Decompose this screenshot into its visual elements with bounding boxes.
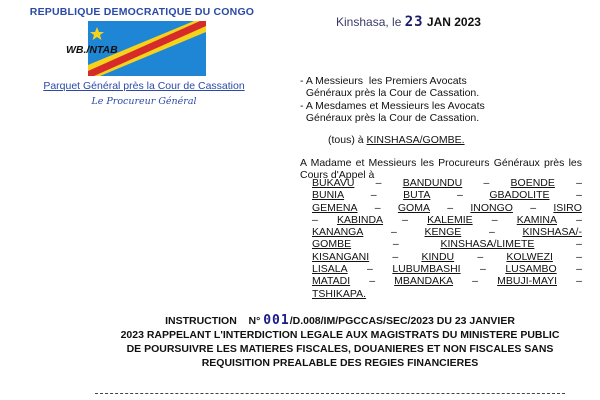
city: GEMENA — [312, 201, 358, 214]
signatory-title: Le Procureur Général — [91, 96, 197, 107]
date-line — [336, 14, 481, 30]
procureurs-intro: A Madame et Messieurs les Procureurs Généraux près les Cours d'Appel à — [300, 157, 582, 181]
city: BUKAVU — [312, 177, 355, 189]
city: TSHIKAPA. — [312, 287, 367, 300]
city: KAMINA — [516, 213, 557, 226]
country-heading: REPUBLIQUE DEMOCRATIQUE DU CONGO — [29, 6, 255, 18]
city-row: – KABINDA – KALEMIE – KAMINA – — [312, 213, 582, 226]
city: KISANGANI — [312, 250, 370, 263]
city: BUTA — [403, 189, 431, 202]
city-row: BUNIA – BUTA – GBADOLITE – — [312, 189, 582, 202]
date-city: Kinshasa, le — [336, 15, 402, 29]
city: KABINDA — [336, 213, 384, 226]
city: INONGO — [470, 201, 513, 214]
city-row — [312, 288, 582, 300]
instruction-label: INSTRUCTION — [165, 315, 237, 327]
city: ISIRO — [553, 201, 582, 214]
city: GBADOLITE — [489, 189, 550, 202]
city-list — [312, 177, 582, 300]
office-name: Parquet Général près la Cour de Cassation — [43, 80, 245, 92]
city: KINSHASA/LIMETE — [440, 238, 535, 251]
city-row: GEMENA – GOMA – INONGO – ISIRO — [312, 201, 582, 214]
instruction-ref: /D.008/IM/PGCCAS/SEC/2023 DU 23 JANVIER — [289, 315, 515, 327]
city: KOLWEZI — [506, 250, 553, 263]
city: BOENDE — [510, 177, 555, 189]
date-month-year: JAN 2023 — [426, 15, 481, 29]
recipient-avocats-generaux: - A Mesdames et Messieurs les Avocats Généraux près la Cour de Cassation. — [300, 100, 485, 124]
city: LUSAMBO — [505, 263, 557, 276]
city-row: GOMBE – KINSHASA/LIMETE – — [312, 238, 582, 251]
instruction-n-label: N° — [248, 315, 261, 327]
city: KENGE — [424, 226, 462, 239]
city-row: MATADI – MBANDAKA – MBUJI-MAYI – — [312, 275, 582, 288]
instruction-body: 2023 RAPPELANT L'INTERDICTION LEGALE AUX MAGISTRATS DU MINISTERE PUBLIC DE POURSUIVRE LES MATIERES FISCALES, DOUANIERES ET NON FISCALES SANS REQUISITION PREALABLE DES REGIES FINANCIERES — [120, 329, 560, 369]
recipient-premiers-avocats: - A Messieurs les Premiers Avocats Généraux près la Cour de Cassation. — [300, 75, 480, 99]
city: MATADI — [312, 275, 351, 288]
city: MBUJI-MAYI — [497, 275, 557, 288]
city-row: LISALA – LUBUMBASHI – LUSAMBO – — [312, 263, 582, 276]
instruction-number: 001 — [263, 313, 290, 328]
instruction-title — [116, 314, 564, 370]
city: GOMA — [397, 201, 430, 214]
city: GOMBE — [312, 238, 352, 251]
city: LISALA — [312, 263, 348, 276]
city: BUNIA — [312, 189, 345, 202]
instruction-first-line — [116, 314, 564, 328]
date-day: 23 — [404, 14, 424, 30]
city-row: KISANGANI – KINDU – KOLWEZI – — [312, 250, 582, 263]
city-row: KANANGA – KENGE – KINSHASA/- — [312, 226, 582, 239]
recipients-location — [328, 134, 465, 146]
city: KINSHASA/- — [522, 226, 582, 239]
city: KINDU — [421, 250, 455, 263]
city: LUBUMBASHI — [392, 263, 461, 276]
reference-code: WB./NTAB — [66, 44, 118, 56]
tous-city: KINSHASA/GOMBE. — [366, 134, 465, 146]
city: KALEMIE — [427, 213, 473, 226]
tous-prefix: (tous) à — [328, 134, 367, 146]
city-row: BUKAVU – BANDUNDU – BOENDE – — [312, 177, 582, 189]
city: MBANDAKA — [394, 275, 454, 288]
separator-line — [95, 393, 565, 394]
city: BANDUNDU — [402, 177, 463, 189]
city: KANANGA — [312, 226, 364, 239]
